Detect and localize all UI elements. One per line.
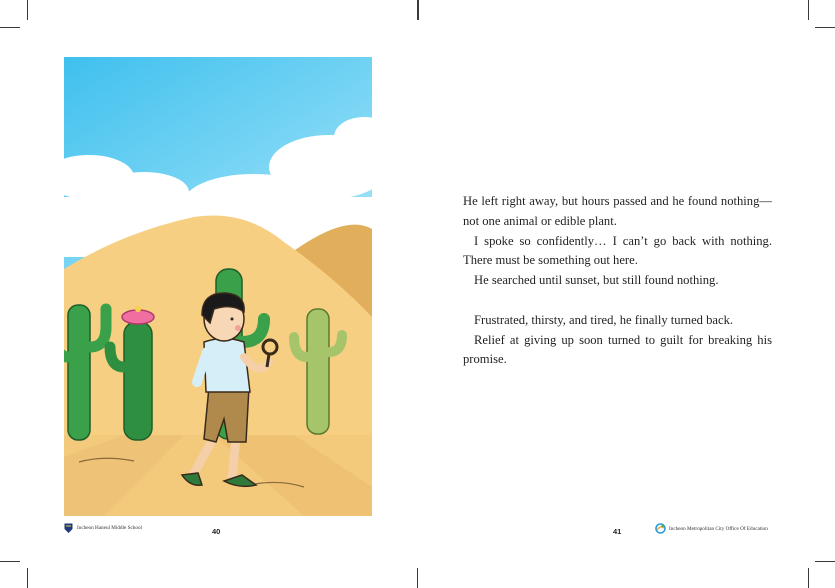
crop-mark-top-right [815,27,835,28]
footer-right [655,523,768,534]
story-text [463,192,772,370]
story-paragraph: Relief at giving up soon turned to guilt for breaking his promise. [463,332,772,367]
crop-mark-bottom-right-vertical [808,568,809,588]
crop-mark-top-inner-right [418,0,419,20]
school-name: Incheon Haneul Middle School [77,525,142,531]
footer-left [64,523,142,533]
boy-shorts [204,387,249,442]
education-office-logo-icon [655,523,666,534]
crop-mark-bottom-inner [417,568,418,588]
boy-shirt [204,339,250,393]
page-number-left: 40 [212,527,221,536]
desert-illustration [64,57,372,516]
story-paragraph: I spoke so confidently… I can’t go back with nothing. There must be something out here. [463,233,772,268]
story-paragraph: Frustrated, thirsty, and tired, he finally turned back. [474,312,734,327]
crop-mark-bottom-left [0,561,20,562]
story-paragraph: He searched until sunset, but still found nothing. [474,273,719,288]
crop-mark-top-right-vertical [808,0,809,20]
crop-mark-bottom-right [815,561,835,562]
story-paragraph: He left right away, but hours passed and he found nothing—not one animal or edible plant. [463,194,772,228]
education-office-name: Incheon Metropolitan City Office Of Education [669,525,768,532]
crop-mark-top-left [0,27,20,28]
page-number-right: 41 [613,527,622,536]
crop-mark-top-left-vertical [27,0,28,20]
boy-leg-right [232,437,236,480]
crop-mark-bottom-left-vertical [27,568,28,588]
paragraph-gap [463,291,772,311]
school-emblem-icon [64,523,73,533]
desert-scene [64,57,372,516]
